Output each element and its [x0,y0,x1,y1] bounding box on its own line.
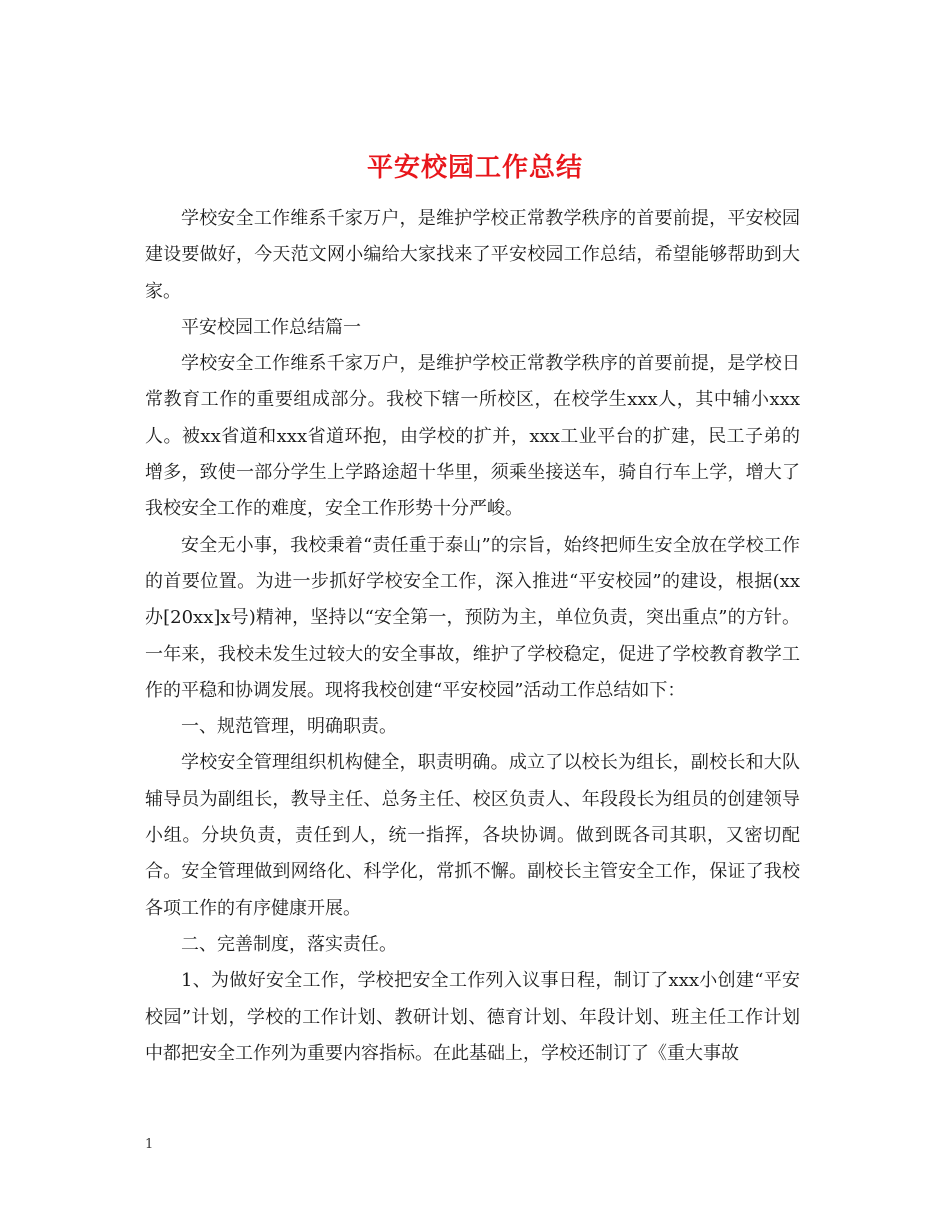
paragraph-school-overview: 学校安全工作维系千家万户，是维护学校正常教学秩序的首要前提，是学校日常教育工作的重要组成部分。我校下辖一所校区，在校学生xxx人，其中辅小xxx人。被xx省道和xxx省道环抱，由学校的扩并，xxx工业平台的扩建，民工子弟的增多，致使一部分学生上学路途超十华里，须乘坐接送车，骑自行车上学，增大了我校安全工作的难度，安全工作形势十分严峻。 [145,353,800,520]
section-heading-management: 一、规范管理，明确职责。 [181,716,397,738]
paragraph-safety-principles: 安全无小事，我校秉着“责任重于泰山”的宗旨，始终把师生安全放在学校工作的首要位置。为进一步抓好学校安全工作，深入推进“平安校园”的建设，根据(xx办[20xx]x号)精神，坚持以“安全第一，预防为主，单位负责，突出重点”的方针。一年来，我校未发生过较大的安全事故，维护了学校稳定，促进了学校教育教学工作的平稳和协调发展。现将我校创建“平安校园”活动工作总结如下： [145,534,800,701]
section-heading-part-one: 平安校园工作总结篇一 [181,316,361,338]
page-number: 1 [145,1137,154,1152]
paragraph-management-structure: 学校安全管理组织机构健全，职责明确。成立了以校长为组长，副校长和大队辅导员为副组长，教导主任、总务主任、校区负责人、年段段长为组员的创建领导小组。分块负责，责任到人，统一指挥，各块协调。做到既各司其职，又密切配合。安全管理做到网络化、科学化，常抓不懈。副校长主管安全工作，保证了我校各项工作的有序健康开展。 [145,752,800,919]
paragraph-safety-plans: 1、为做好安全工作，学校把安全工作列入议事日程，制订了xxx小创建“平安校园”计划，学校的工作计划、教研计划、德育计划、年段计划、班主任工作计划中都把安全工作列为重要内容指标。在此基础上，学校还制订了《重大事故 [145,970,800,1064]
document-body [145,201,800,1072]
section-heading-system: 二、完善制度，落实责任。 [181,933,397,955]
paragraph-intro: 学校安全工作维系千家万户，是维护学校正常教学秩序的首要前提，平安校园建设要做好，今天范文网小编给大家找来了平安校园工作总结，希望能够帮助到大家。 [145,208,800,302]
document-title: 平安校园工作总结 [366,153,583,184]
